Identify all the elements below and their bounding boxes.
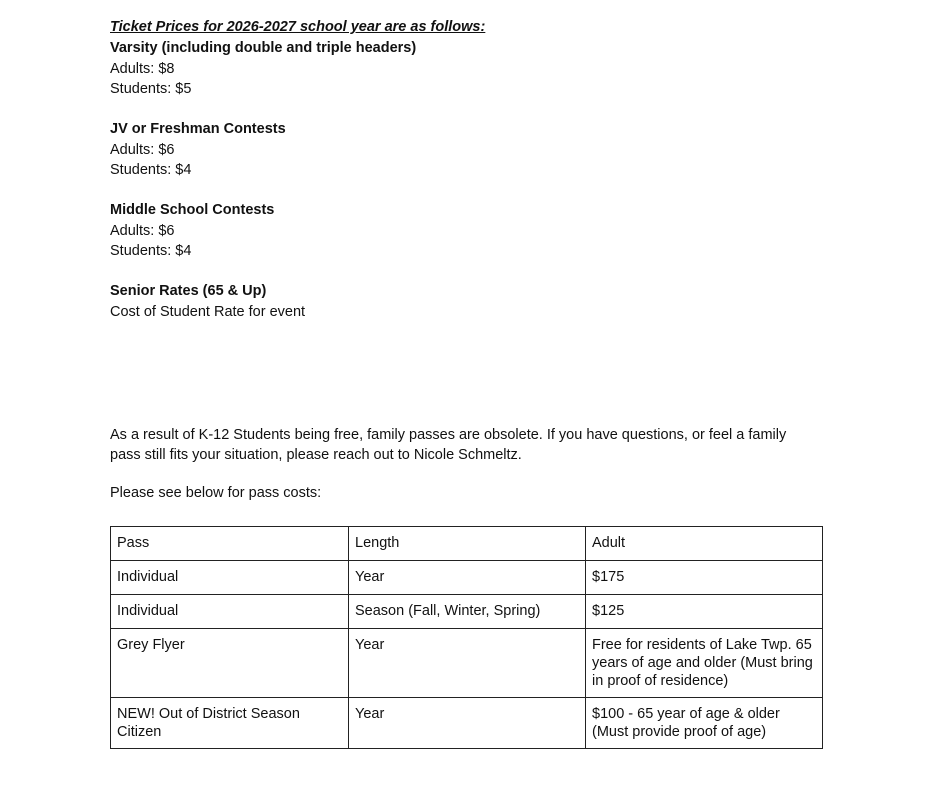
header-adult: Adult bbox=[586, 527, 823, 561]
table-row bbox=[111, 698, 823, 749]
table-cell: $175 bbox=[586, 561, 823, 595]
pass-costs-intro: Please see below for pass costs: bbox=[110, 485, 322, 501]
header-length: Length bbox=[349, 527, 586, 561]
table-cell: Year bbox=[349, 698, 586, 749]
table-cell: Individual bbox=[111, 561, 349, 595]
jv-freshman-section bbox=[110, 119, 286, 181]
family-pass-note: As a result of K-12 Students being free, family passes are obsolete. If you have questions, or feel a family pass still fits your situation, please reach out to Nicole Schmeltz. bbox=[110, 427, 787, 463]
table-cell: $100 - 65 year of age & older (Must provide proof of age) bbox=[586, 698, 823, 749]
table-row bbox=[111, 561, 823, 595]
middle-school-heading: Middle School Contests bbox=[110, 202, 275, 218]
varsity-section bbox=[110, 38, 416, 100]
table-cell: Year bbox=[349, 561, 586, 595]
table-header-row bbox=[111, 527, 823, 561]
jv-freshman-heading: JV or Freshman Contests bbox=[110, 121, 286, 137]
table-cell: NEW! Out of District Season Citizen bbox=[111, 698, 349, 749]
pass-costs-table bbox=[110, 526, 823, 749]
varsity-heading: Varsity (including double and triple headers) bbox=[110, 40, 417, 56]
middle-school-adult-price: Adults: $6 bbox=[110, 222, 175, 239]
middle-school-student-price: Students: $4 bbox=[110, 243, 192, 259]
table-row bbox=[111, 629, 823, 698]
senior-section bbox=[110, 281, 305, 322]
senior-rate-text: Cost of Student Rate for event bbox=[110, 303, 306, 320]
varsity-student-price: Students: $5 bbox=[110, 81, 192, 97]
senior-heading: Senior Rates (65 & Up) bbox=[110, 283, 267, 299]
varsity-adult-price: Adults: $8 bbox=[110, 60, 175, 77]
header-pass: Pass bbox=[111, 527, 349, 561]
table-cell: Free for residents of Lake Twp. 65 years of age and older (Must bring in proof of residence) bbox=[586, 629, 823, 698]
page-title: Ticket Prices for 2026-2027 school year are as follows: bbox=[110, 19, 486, 35]
jv-student-price: Students: $4 bbox=[110, 162, 192, 178]
table-cell: Year bbox=[349, 629, 586, 698]
jv-adult-price: Adults: $6 bbox=[110, 141, 175, 158]
table-cell: Grey Flyer bbox=[111, 629, 349, 698]
table-cell: Individual bbox=[111, 595, 349, 629]
table-cell: $125 bbox=[586, 595, 823, 629]
table-cell: Season (Fall, Winter, Spring) bbox=[349, 595, 586, 629]
table-row bbox=[111, 595, 823, 629]
middle-school-section bbox=[110, 200, 274, 262]
